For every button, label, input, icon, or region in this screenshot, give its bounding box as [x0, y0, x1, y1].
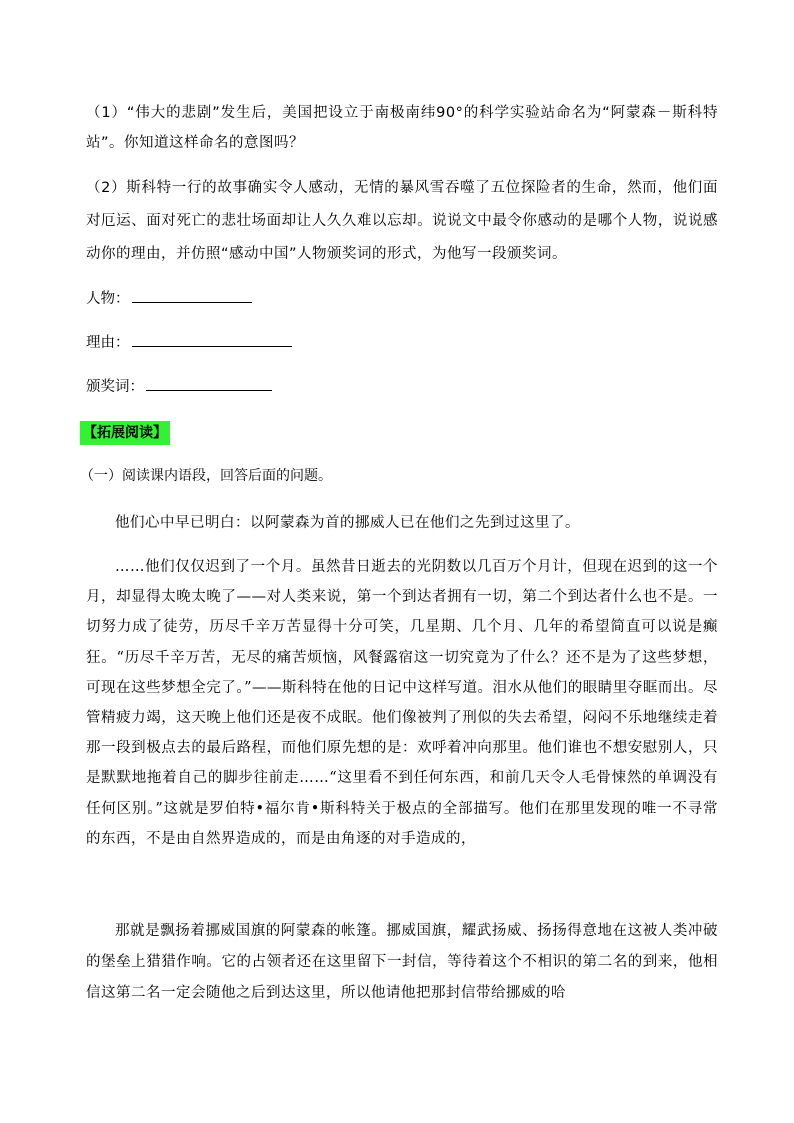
award-blank[interactable] — [146, 374, 272, 391]
award-field — [86, 374, 272, 399]
person-field — [86, 286, 252, 311]
passage-paragraph-2: ……他们仅仅迟到了一个月。虽然昔日逝去的光阴数以几百万个月计，但现在迟到的这一个月，却显得太晚太晚了——对人类来说，第一个到达者拥有一切，第二个到达者什么也不是。一切努力成了徒劳，历尽千辛万苦显得十分可笑，几星期、几个月、几年的希望简直可以说是癫狂。“历尽千辛万苦，无尽的痛苦烦恼，风餐露宿这一切究竟为了什么？还不是为了这些梦想，可现在这些梦想全完了。”——斯科特在他的日记中这样写道。泪水从他们的眼睛里夺眶而出。尽管精疲力竭，这天晚上他们还是夜不成眠。他们像被判了刑似的失去希望，闷闷不乐地继续走着那一段到极点去的最后路程，而他们原先想的是：欢呼着冲向那里。他们谁也不想安慰别人，只是默默地拖着自己的脚步往前走……“这里看不到任何东西，和前几天令人毛骨悚然的单调没有任何区别。”这就是罗伯特•福尔肯•斯科特关于极点的全部描写。他们在那里发现的唯一不寻常的东西，不是由自然界造成的，而是由角逐的对手造成的， — [86, 559, 718, 847]
section-badge: 【拓展阅读】 — [80, 421, 170, 445]
question-2: （2）斯科特一行的故事确实令人感动，无情的暴风雪吞噬了五位探险者的生命，然而，他们面对厄运、面对死亡的悲壮场面却让人久久难以忘却。说说文中最令你感动的是哪个人物，说说感动你的理由，并仿照“感动中国”人物颁奖词的形式，为他写一段颁奖词。 — [86, 180, 718, 262]
award-label: 颁奖词： — [86, 379, 144, 395]
passage-paragraph-1: 他们心中早已明白：以阿蒙森为首的挪威人已在他们之先到过这里了。 — [115, 515, 580, 531]
question-1: （1）“伟大的悲剧”发生后，美国把设立于南极南纬90°的科学实验站命名为“阿蒙森－斯科特站”。你知道这样命名的意图吗？ — [86, 105, 718, 151]
person-blank[interactable] — [132, 286, 252, 303]
sub-heading: （一）阅读课内语段，回答后面的问题。 — [80, 468, 332, 484]
reason-blank[interactable] — [132, 330, 292, 347]
passage-paragraph-3: 那就是飘扬着挪威国旗的阿蒙森的帐篷。挪威国旗，耀武扬威、扬扬得意地在这被人类冲破的堡垒上猎猎作响。它的占领者还在这里留下一封信，等待着这个不相识的第二名的到来，他相信这第二名一定会随他之后到达这里，所以他请他把那封信带给挪威的哈 — [86, 923, 718, 1001]
reason-field — [86, 330, 292, 355]
person-label: 人物： — [86, 291, 130, 307]
reason-label: 理由： — [86, 335, 130, 351]
